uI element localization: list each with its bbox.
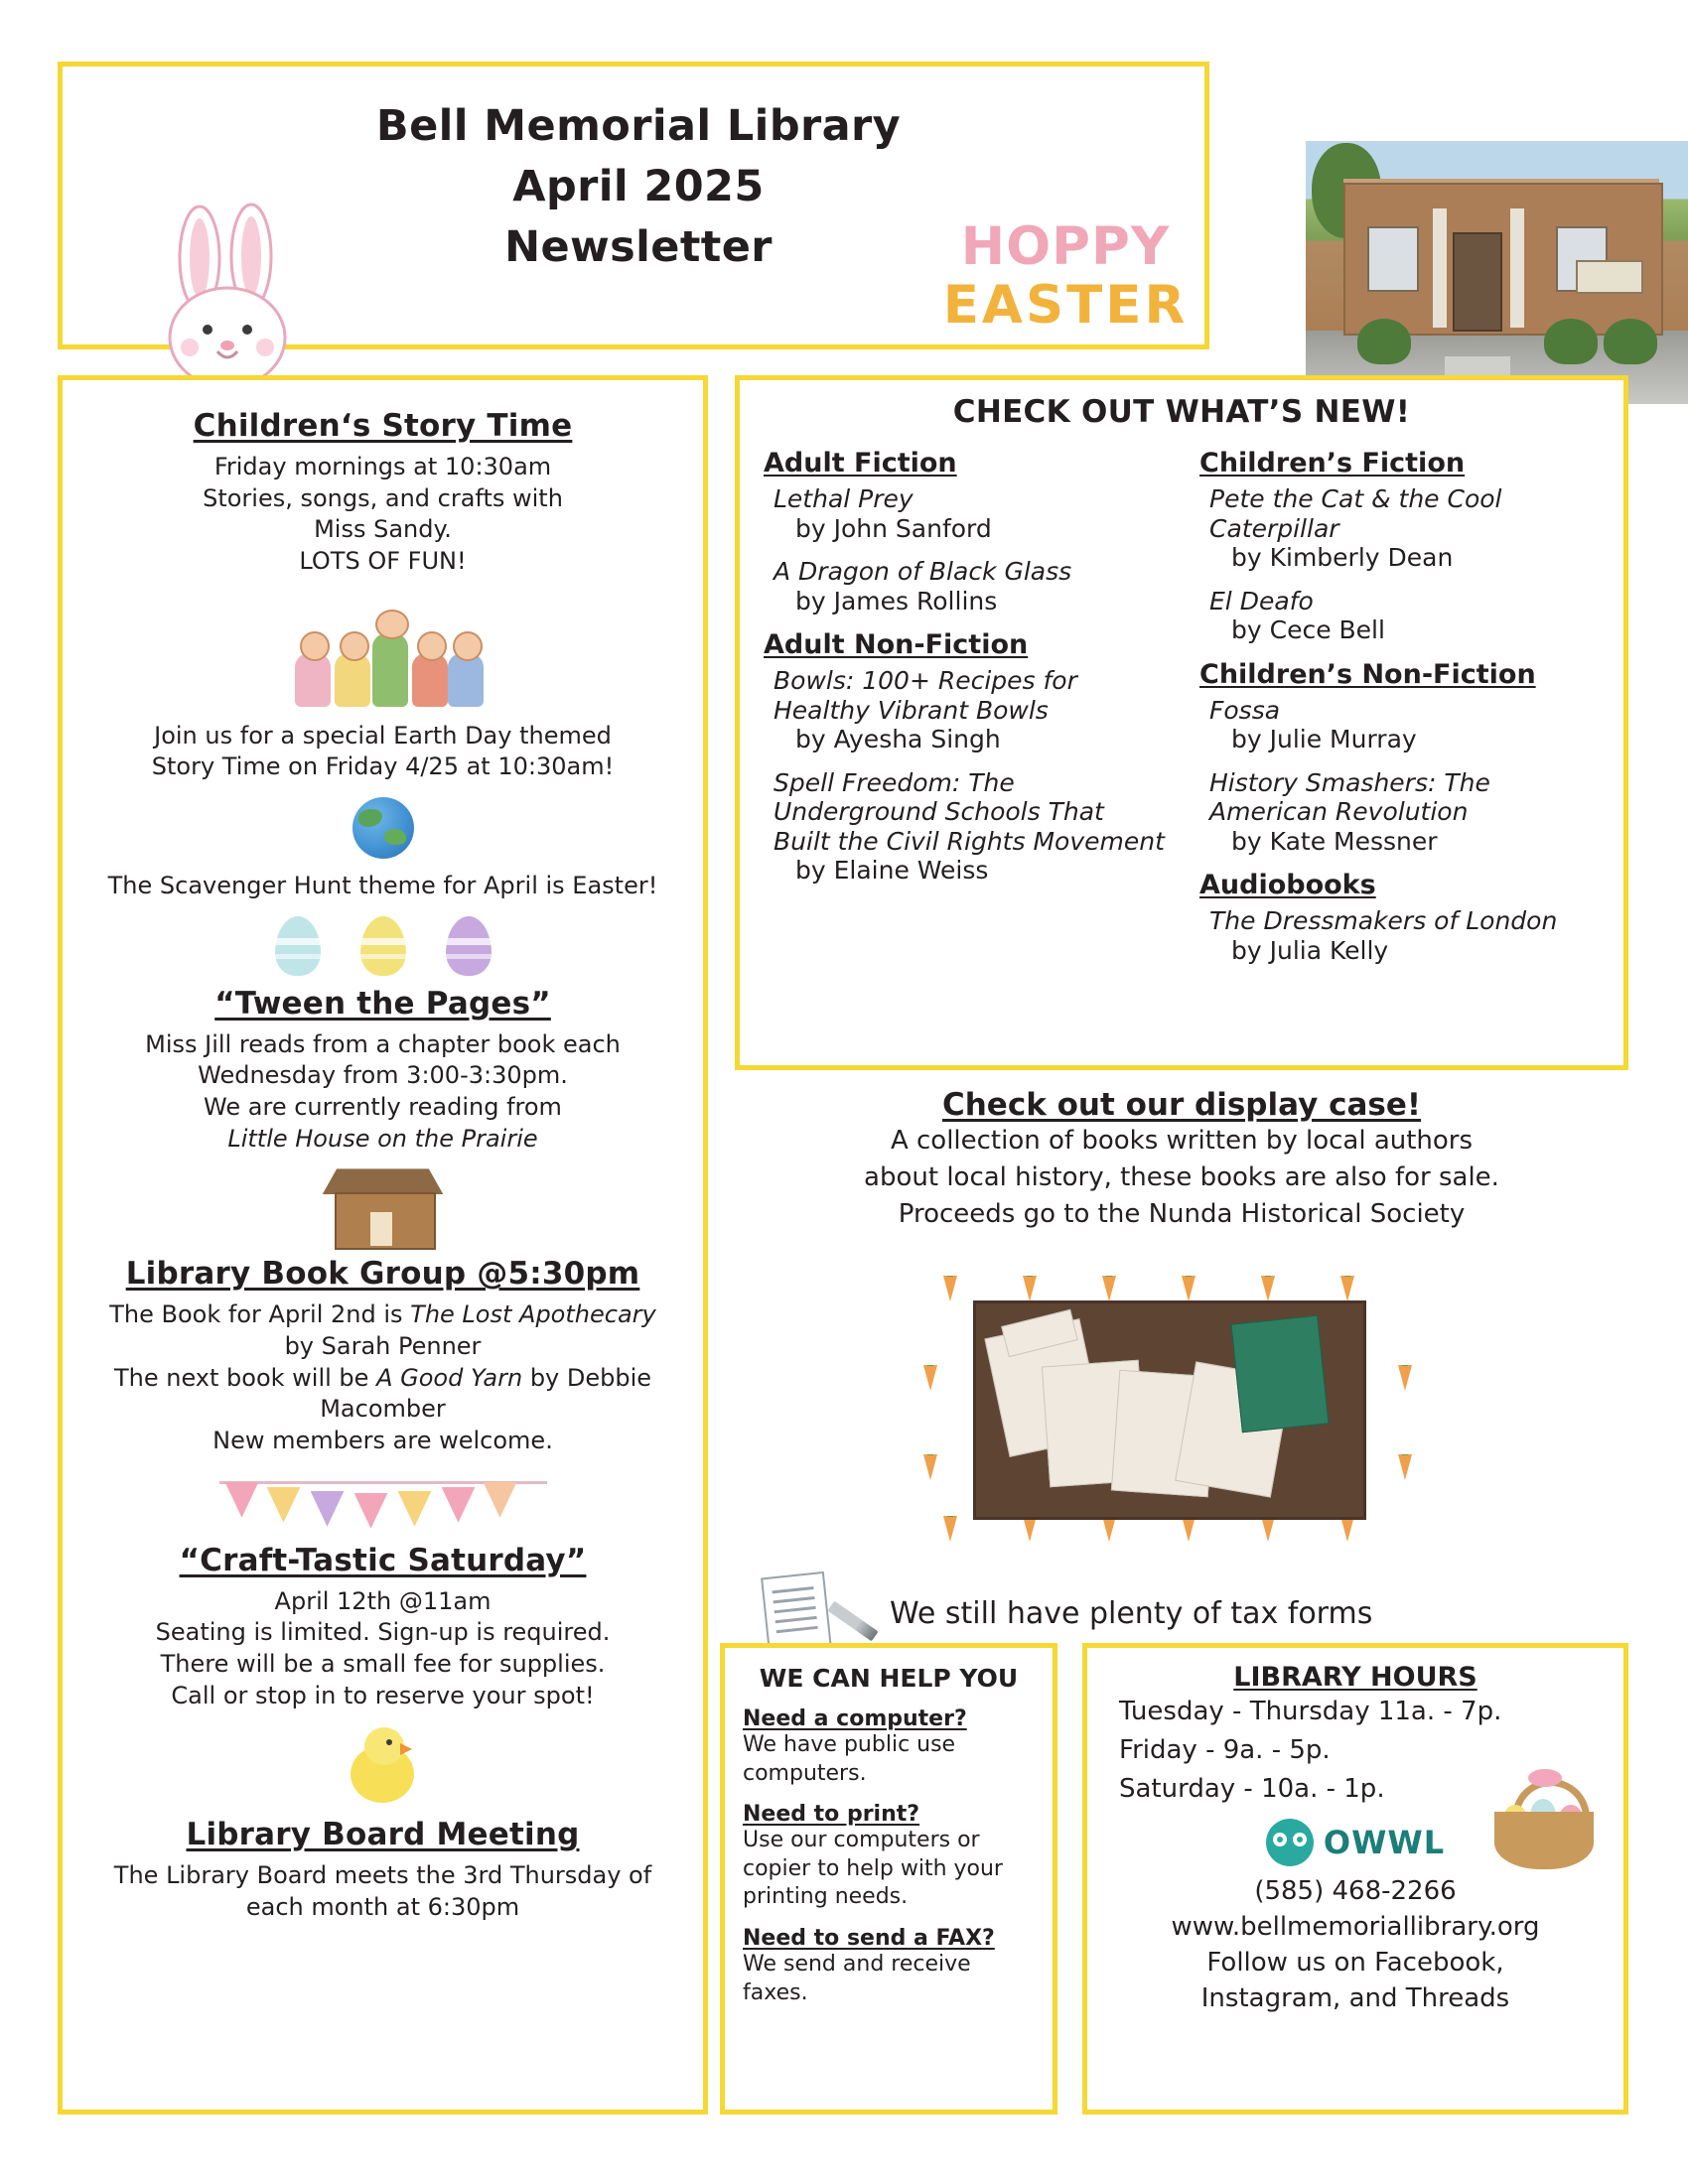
category-adult-fiction: Adult Fiction bbox=[764, 448, 957, 478]
book-title: Lethal Prey bbox=[774, 484, 914, 513]
bunny-icon bbox=[132, 201, 331, 399]
craft-line-3: There will be a small fee for supplies. bbox=[160, 1650, 606, 1679]
book-author: by Kimberly Dean bbox=[1231, 543, 1454, 572]
help-answer-print: Use our computers or copier to help with your printing needs. bbox=[743, 1828, 1003, 1910]
display-case-photo bbox=[973, 1300, 1366, 1520]
book-group-line-3 bbox=[88, 1363, 677, 1395]
earth-icon bbox=[352, 797, 414, 859]
whats-new-left-column bbox=[764, 438, 1182, 979]
book-group-line-5: New members are welcome. bbox=[212, 1427, 553, 1455]
book-author: by Cece Bell bbox=[1231, 615, 1385, 644]
egg-yellow-icon bbox=[360, 916, 406, 976]
egg-purple-icon bbox=[446, 916, 492, 976]
header-box bbox=[58, 62, 1209, 349]
title-line-1: Bell Memorial Library bbox=[375, 101, 902, 151]
category-audiobooks: Audiobooks bbox=[1199, 870, 1376, 900]
scavenger-hunt-text: The Scavenger Hunt theme for April is Easter! bbox=[107, 872, 658, 900]
hoppy-easter-graphic bbox=[916, 216, 1214, 369]
whats-new-right-column bbox=[1182, 438, 1600, 979]
library-hours-heading: LIBRARY HOURS bbox=[1233, 1662, 1477, 1693]
phone-number: (585) 468-2266 bbox=[1254, 1876, 1457, 1906]
board-line-1: The Library Board meets the 3rd Thursday of bbox=[113, 1861, 652, 1890]
help-question-print: Need to print? bbox=[743, 1802, 920, 1828]
book-item bbox=[764, 768, 1168, 886]
story-time-line-1: Friday mornings at 10:30am bbox=[213, 453, 552, 480]
tax-forms-row bbox=[765, 1578, 1618, 1648]
book-group-line-1-title: The Lost Apothecary bbox=[410, 1300, 656, 1329]
help-answer-computer: We have public use computers. bbox=[743, 1732, 956, 1786]
whats-new-heading: CHECK OUT WHAT’S NEW! bbox=[952, 394, 1411, 430]
book-item bbox=[764, 484, 1168, 543]
display-case-line-2: about local history, these books are also for sale. bbox=[864, 1161, 1499, 1192]
book-group-heading: Library Book Group @5:30pm bbox=[125, 1256, 640, 1293]
chick-icon bbox=[345, 1727, 422, 1807]
book-title: Spell Freedom: The Underground Schools That Built the Civil Rights Movement bbox=[774, 767, 1165, 856]
story-time-heading: Children‘s Story Time bbox=[193, 408, 573, 444]
story-time-line-4: LOTS OF FUN! bbox=[299, 547, 467, 576]
story-time-line-2: Stories, songs, and crafts with bbox=[203, 483, 563, 512]
book-title: Fossa bbox=[1209, 695, 1281, 725]
social-line-2: Instagram, and Threads bbox=[1200, 1982, 1510, 2013]
whats-new-box bbox=[735, 375, 1628, 1070]
website-url[interactable]: www.bellmemoriallibrary.org bbox=[1171, 1911, 1540, 1942]
book-author: by Julie Murray bbox=[1231, 725, 1417, 753]
craft-line-2: Seating is limited. Sign-up is required. bbox=[155, 1618, 611, 1647]
hours-line-3: Saturday - 10a. - 1p. bbox=[1119, 1774, 1385, 1804]
craft-line-1: April 12th @11am bbox=[274, 1586, 492, 1615]
board-meeting-heading: Library Board Meeting bbox=[186, 1817, 580, 1853]
book-item bbox=[1199, 484, 1600, 573]
tween-book-title: Little House on the Prairie bbox=[227, 1124, 538, 1153]
book-author: by James Rollins bbox=[795, 586, 998, 615]
book-group-line-4: Macomber bbox=[320, 1395, 446, 1424]
book-item bbox=[764, 666, 1168, 754]
library-hours-box bbox=[1082, 1643, 1628, 2115]
book-author: by Elaine Weiss bbox=[795, 856, 989, 885]
book-item bbox=[1199, 587, 1600, 645]
egg-blue-icon bbox=[275, 916, 321, 976]
tween-line-3: We are currently reading from bbox=[204, 1093, 562, 1122]
help-question-computer: Need a computer? bbox=[743, 1706, 967, 1731]
children-reading-icon bbox=[289, 598, 478, 707]
book-title: Pete the Cat & the Cool Caterpillar bbox=[1209, 484, 1502, 543]
category-adult-non-fiction: Adult Non-Fiction bbox=[764, 629, 1029, 660]
display-case-line-1: A collection of books written by local authors bbox=[890, 1126, 1474, 1156]
display-case-heading: Check out our display case! bbox=[941, 1087, 1421, 1123]
book-group-line-3-title: A Good Yarn bbox=[376, 1363, 523, 1392]
left-column-box bbox=[58, 375, 708, 2115]
book-title: Bowls: 100+ Recipes for Healthy Vibrant Bowls bbox=[774, 666, 1077, 725]
easter-text: EASTER bbox=[942, 275, 1189, 336]
tween-line-1: Miss Jill reads from a chapter book each bbox=[145, 1029, 621, 1058]
hoppy-text: HOPPY bbox=[960, 216, 1171, 277]
bunting-flags-icon bbox=[219, 1473, 547, 1533]
help-box bbox=[720, 1643, 1057, 2115]
hours-line-2: Friday - 9a. - 5p. bbox=[1119, 1735, 1331, 1765]
book-group-line-3-post: by Debbie bbox=[522, 1363, 652, 1392]
book-title: El Deafo bbox=[1209, 586, 1314, 615]
social-line-1: Follow us on Facebook, bbox=[1206, 1947, 1504, 1978]
help-answer-fax: We send and receive faxes. bbox=[743, 1951, 971, 2005]
library-building-photo bbox=[1306, 141, 1688, 404]
earth-day-line-2: Story Time on Friday 4/25 at 10:30am! bbox=[151, 752, 615, 781]
book-title: History Smashers: The American Revolution bbox=[1209, 767, 1490, 826]
book-author: by Julia Kelly bbox=[1231, 935, 1389, 965]
display-case-section bbox=[735, 1087, 1628, 1593]
craft-line-4: Call or stop in to reserve your spot! bbox=[171, 1681, 595, 1709]
help-question-fax: Need to send a FAX? bbox=[743, 1925, 995, 1951]
earth-day-line-1: Join us for a special Earth Day themed bbox=[154, 721, 612, 750]
craft-tastic-heading: “Craft-Tastic Saturday” bbox=[179, 1542, 587, 1578]
book-item bbox=[1199, 696, 1600, 754]
book-group-line-1 bbox=[88, 1299, 677, 1331]
tween-the-pages-heading: “Tween the Pages” bbox=[214, 985, 551, 1022]
page-title bbox=[311, 96, 966, 278]
display-case-line-3: Proceeds go to the Nunda Historical Society bbox=[898, 1198, 1466, 1229]
category-childrens-fiction: Children’s Fiction bbox=[1199, 448, 1466, 478]
book-group-line-2: by Sarah Penner bbox=[284, 1332, 482, 1361]
book-author: by Kate Messner bbox=[1231, 826, 1438, 856]
log-cabin-icon bbox=[329, 1168, 438, 1246]
book-item bbox=[1199, 906, 1600, 965]
easter-eggs-icon bbox=[88, 916, 677, 976]
board-line-2: each month at 6:30pm bbox=[245, 1893, 520, 1922]
hours-line-1: Tuesday - Thursday 11a. - 7p. bbox=[1119, 1697, 1502, 1726]
book-title: A Dragon of Black Glass bbox=[774, 557, 1072, 586]
easter-basket-icon bbox=[1484, 1757, 1604, 1876]
book-group-line-3-pre: The next book will be bbox=[113, 1363, 377, 1392]
category-childrens-non-fiction: Children’s Non-Fiction bbox=[1199, 658, 1536, 690]
book-author: by John Sanford bbox=[795, 513, 992, 543]
title-line-3: Newsletter bbox=[504, 222, 773, 273]
tax-forms-text: We still have plenty of tax forms bbox=[890, 1595, 1373, 1631]
pen-icon bbox=[827, 1601, 878, 1642]
owl-icon bbox=[1266, 1819, 1314, 1866]
book-author: by Ayesha Singh bbox=[795, 725, 1001, 753]
book-group-line-1-pre: The Book for April 2nd is bbox=[109, 1300, 411, 1329]
owwl-label: OWWL bbox=[1323, 1824, 1446, 1861]
book-item bbox=[764, 557, 1168, 615]
book-item bbox=[1199, 768, 1600, 857]
tween-line-2: Wednesday from 3:00-3:30pm. bbox=[198, 1061, 568, 1090]
book-title: The Dressmakers of London bbox=[1209, 906, 1558, 935]
story-time-line-3: Miss Sandy. bbox=[314, 515, 452, 544]
help-heading: WE CAN HELP YOU bbox=[759, 1664, 1019, 1693]
title-line-2: April 2025 bbox=[512, 162, 765, 212]
